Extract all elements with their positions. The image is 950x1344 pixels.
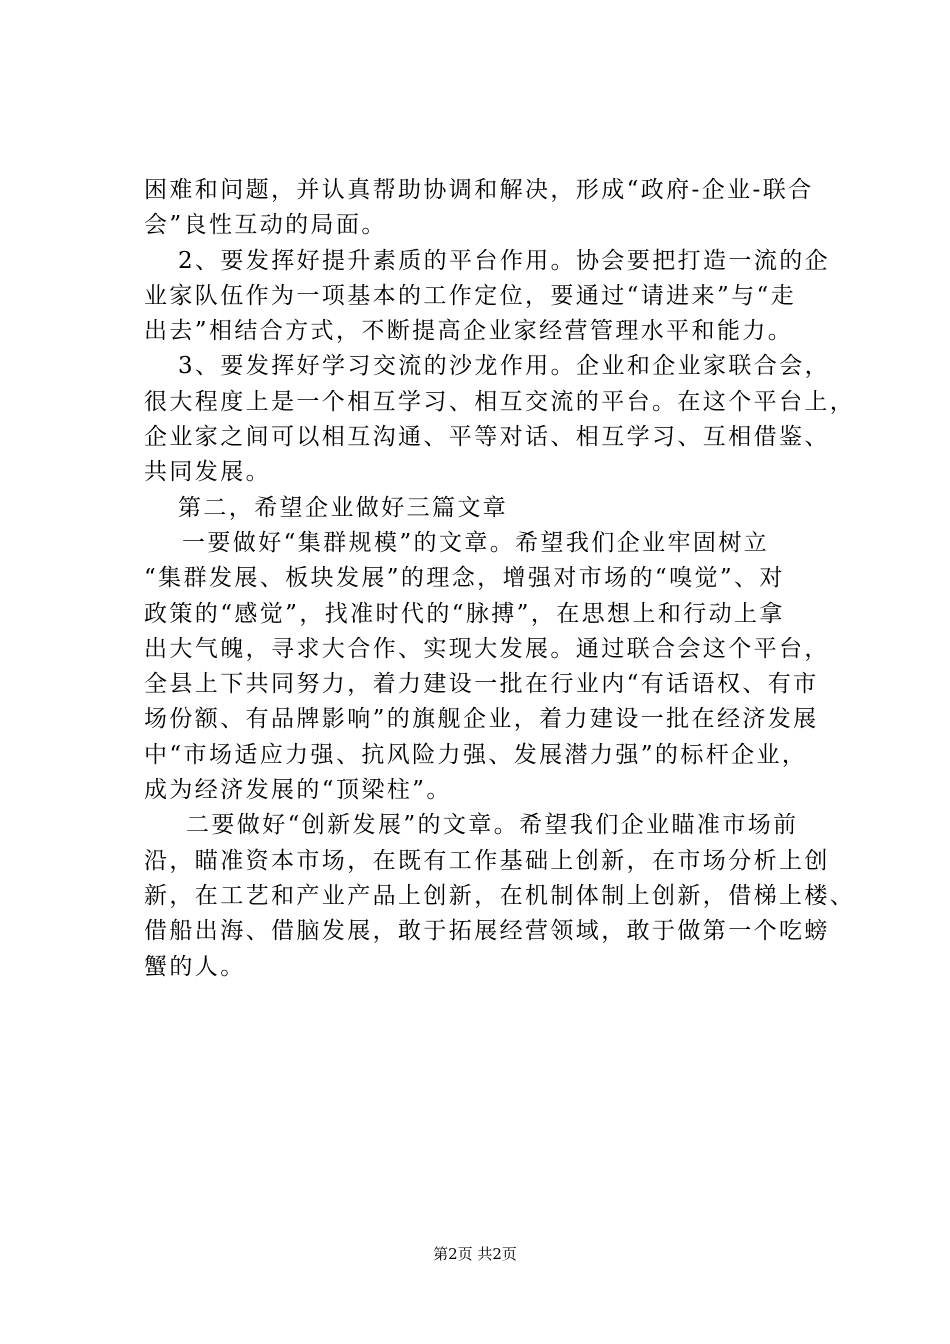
text-line: 出大气魄，寻求大合作、实现大发展。通过联合会这个平台， (144, 635, 830, 662)
text-line: 蟹的人。 (144, 953, 246, 980)
text-line: 会”良性互动的局面。 (144, 212, 387, 239)
text-line: 借船出海、借脑发展，敢于拓展经营领域，敢于做第一个吃螃 (144, 918, 830, 945)
text-line: 新，在工艺和产业产品上创新，在机制体制上创新，借梯上楼、 (144, 882, 856, 909)
text-line: 3、要发挥好学习交流的沙龙作用。企业和企业家联合会， (178, 353, 831, 380)
text-line: 场份额、有品牌影响”的旗舰企业，着力建设一批在经济发展 (144, 706, 819, 733)
page-number: 第2页 共2页 (433, 1245, 517, 1263)
text-line: 沿，瞄准资本市场，在既有工作基础上创新，在市场分析上创 (144, 847, 830, 874)
text-line: 共同发展。 (144, 459, 271, 486)
text-line: 一要做好“集群规模”的文章。希望我们企业牢固树立 (182, 529, 770, 556)
text-line: 出去”相结合方式，不断提高企业家经营管理水平和能力。 (144, 318, 794, 345)
section-heading: 第二，希望企业做好三篇文章 (178, 494, 509, 521)
page-footer (0, 1244, 950, 1264)
text-line: 中“市场适应力强、抗风险力强、发展潜力强”的标杆企业， (144, 741, 808, 768)
text-line: 二要做好“创新发展”的文章。希望我们企业瞄准市场前 (186, 812, 799, 839)
text-line: 企业家之间可以相互沟通、平等对话、相互学习、互相借鉴、 (144, 424, 830, 451)
text-line: 业家队伍作为一项基本的工作定位，要通过“请进来”与“走 (144, 282, 797, 309)
text-line: 政策的“感觉”，找准时代的“脉搏”，在思想上和行动上拿 (144, 600, 785, 627)
text-line: 困难和问题，并认真帮助协调和解决，形成“政府-企业-联合 (144, 177, 814, 203)
text-line: 成为经济发展的“顶梁柱”。 (144, 777, 452, 804)
text-line: “集群发展、板块发展”的理念，增强对市场的“嗅觉”、对 (144, 565, 785, 592)
document-body (144, 173, 856, 985)
text-line: 全县上下共同努力，着力建设一批在行业内“有话语权、有市 (144, 671, 819, 698)
text-line: 2、要发挥好提升素质的平台作用。协会要把打造一流的企 (178, 247, 831, 274)
text-line: 很大程度上是一个相互学习、相互交流的平台。在这个平台上， (144, 388, 856, 415)
